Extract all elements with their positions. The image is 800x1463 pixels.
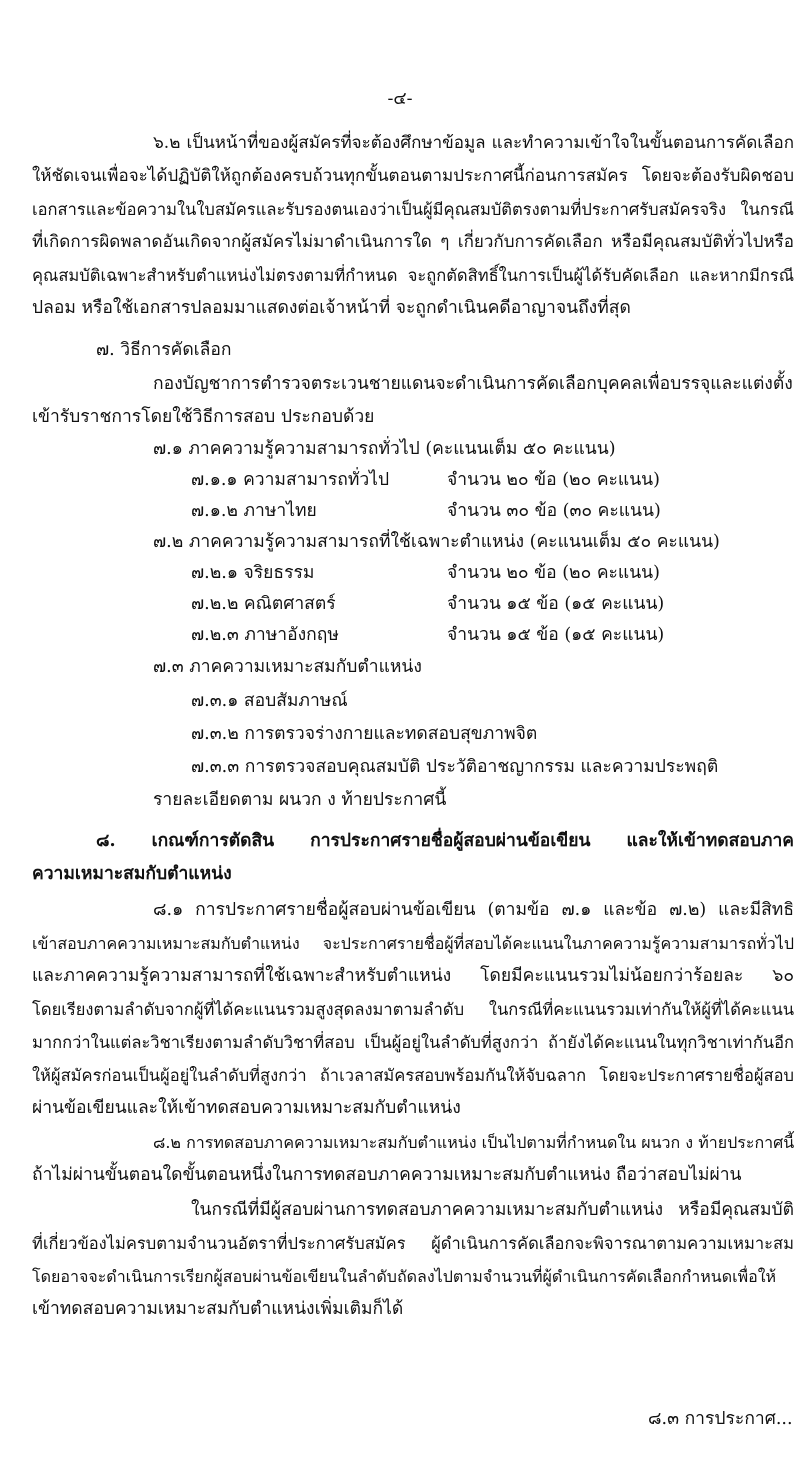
paragraph-line: เอกสารและข้อความในใบสมัครและรับรองตนเองว่าเป็นผู้มีคุณสมบัติตรงตามที่ประกาศรับสมัครจริง ในกรณี bbox=[32, 200, 794, 219]
item-label: ๗.๓.๓ การตรวจสอบคุณสมบัติ ประวัติอาชญากรรม และความประพฤติ bbox=[191, 757, 719, 777]
paragraph-line: ถ้าไม่ผ่านขั้นตอนใดขั้นตอนหนึ่งในการทดสอบภาคความเหมาะสมกับตำแหน่ง ถือว่าสอบไม่ผ่าน bbox=[32, 1165, 742, 1185]
paragraph-line: มากกว่าในแต่ละวิชาเรียงตามลำดับวิชาที่สอบ เป็นผู้อยู่ในลำดับที่สูงกว่า ถ้ายังได้คะแนนในทุกวิชาเท่ากันอีก bbox=[32, 1033, 794, 1052]
item-detail: จำนวน ๑๕ ข้อ (๑๕ คะแนน) bbox=[447, 625, 665, 645]
item-detail: จำนวน ๒๐ ข้อ (๒๐ คะแนน) bbox=[447, 470, 660, 490]
paragraph-line: ให้ชัดเจนเพื่อจะได้ปฏิบัติให้ถูกต้องครบถ้วนทุกขั้นตอนตามประกาศนี้ก่อนการสมัคร โดยจะต้องรับผิดชอบ bbox=[32, 166, 794, 186]
paragraph-line: คุณสมบัติเฉพาะสำหรับตำแหน่งไม่ตรงตามที่กำหนด จะถูกตัดสิทธิ์ในการเป็นผู้ได้รับคัดเลือก และหากมีกรณี bbox=[32, 266, 794, 285]
item-label: ๗.๓.๒ การตรวจร่างกายและทดสอบสุขภาพจิต bbox=[191, 724, 538, 744]
paragraph-line: ๘.๑ การประกาศรายชื่อผู้สอบผ่านข้อเขียน (ตามข้อ ๗.๑ และข้อ ๗.๒) และมีสิทธิ bbox=[153, 900, 794, 920]
item-label: ๗.๓.๑ สอบสัมภาษณ์ bbox=[191, 691, 348, 711]
paragraph-line: โดยอาจจะดำเนินการเรียกผู้สอบผ่านข้อเขียนในลำดับถัดลงไปตามจำนวนที่ผู้ดำเนินการคัดเลือกกำหนดเพื่อให้ bbox=[32, 1267, 777, 1286]
item-detail: จำนวน ๓๐ ข้อ (๓๐ คะแนน) bbox=[447, 501, 661, 521]
paragraph-line: ปลอม หรือใช้เอกสารปลอมมาแสดงต่อเจ้าหน้าที่ จะถูกดำเนินคดีอาญาจนถึงที่สุด bbox=[32, 298, 631, 318]
paragraph-line: ที่เกิดการผิดพลาดอันเกิดจากผู้สมัครไม่มาดำเนินการใด ๆ เกี่ยวกับการคัดเลือก หรือมีคุณสมบัติทั่วไปหรือ bbox=[32, 232, 794, 252]
item-label: ๗.๑.๒ ภาษาไทย bbox=[191, 501, 317, 521]
item-label: ๗.๒.๓ ภาษาอังกฤษ bbox=[191, 625, 339, 645]
item-label: ๗.๒.๒ คณิตศาสตร์ bbox=[191, 594, 336, 614]
item-label: ๗.๒.๑ จริยธรรม bbox=[191, 563, 315, 583]
item-label: ๗.๑.๑ ความสามารถทั่วไป bbox=[191, 470, 390, 490]
paragraph-line: ที่เกี่ยวข้องไม่ครบตามจำนวนอัตราที่ประกาศรับสมัคร ผู้ดำเนินการคัดเลือกจะพิจารณาตามความเหมาะสม bbox=[32, 1234, 794, 1253]
paragraph-line: โดยเรียงตามลำดับจากผู้ที่ได้คะแนนรวมสูงสุดลงมาตามลำดับ ในกรณีที่คะแนนรวมเท่ากันให้ผู้ที่ได้คะแนน bbox=[32, 1000, 794, 1019]
paragraph-line: เข้ารับราชการโดยใช้วิธีการสอบ ประกอบด้วย bbox=[32, 407, 375, 427]
paragraph-line: ๘.๒ การทดสอบภาคความเหมาะสมกับตำแหน่ง เป็นไปตามที่กำหนดใน ผนวก ง ท้ายประกาศนี้ bbox=[153, 1133, 795, 1152]
paragraph-line: กองบัญชาการตำรวจตระเวนชายแดนจะดำเนินการคัดเลือกบุคคลเพื่อบรรจุและแต่งตั้ง bbox=[153, 374, 793, 394]
section-heading: ความเหมาะสมกับตำแหน่ง bbox=[32, 864, 232, 884]
paragraph-line: ในกรณีที่มีผู้สอบผ่านการทดสอบภาคความเหมาะสมกับตำแหน่ง หรือมีคุณสมบัติ bbox=[191, 1200, 794, 1220]
item-detail: จำนวน ๒๐ ข้อ (๒๐ คะแนน) bbox=[447, 563, 660, 583]
paragraph-line: และภาคความรู้ความสามารถที่ใช้เฉพาะสำหรับตำแหน่ง โดยมีคะแนนรวมไม่น้อยกว่าร้อยละ ๖๐ bbox=[32, 966, 794, 986]
subsection-title: ๗.๓ ภาคความเหมาะสมกับตำแหน่ง bbox=[153, 657, 422, 677]
subsection-title: ๗.๒ ภาคความรู้ความสามารถที่ใช้เฉพาะตำแหน่ง (คะแนนเต็ม ๕๐ คะแนน) bbox=[153, 532, 720, 552]
paragraph-line: เข้าทดสอบความเหมาะสมกับตำแหน่งเพิ่มเติมก็ได้ bbox=[32, 1299, 404, 1319]
paragraph-line: เข้าสอบภาคความเหมาะสมกับตำแหน่ง จะประกาศรายชื่อผู้ที่สอบได้คะแนนในภาคความรู้ความสามารถทั่วไป bbox=[32, 934, 794, 953]
paragraph-line: ๖.๒ เป็นหน้าที่ของผู้สมัครที่จะต้องศึกษาข้อมูล และทำความเข้าใจในขั้นตอนการคัดเลือก bbox=[153, 133, 794, 153]
paragraph-line: ให้ผู้สมัครก่อนเป็นผู้อยู่ในลำดับที่สูงกว่า ถ้าเวลาสมัครสอบพร้อมกันให้จับฉลาก โดยจะประกาศรายชื่อผู้สอบ bbox=[32, 1066, 794, 1085]
page-number: -๔- bbox=[387, 89, 413, 109]
paragraph-line: ผ่านข้อเขียนและให้เข้าทดสอบความเหมาะสมกับตำแหน่ง bbox=[32, 1098, 461, 1118]
section-heading: ๘. เกณฑ์การตัดสิน การประกาศรายชื่อผู้สอบผ่านข้อเขียน และให้เข้าทดสอบภาค bbox=[96, 831, 794, 851]
section-heading: ๗. วิธีการคัดเลือก bbox=[96, 340, 232, 360]
item-detail: จำนวน ๑๕ ข้อ (๑๕ คะแนน) bbox=[447, 594, 665, 614]
continuation-note: ๘.๓ การประกาศ... bbox=[648, 1409, 793, 1429]
paragraph-line: รายละเอียดตาม ผนวก ง ท้ายประกาศนี้ bbox=[153, 790, 447, 810]
subsection-title: ๗.๑ ภาคความรู้ความสามารถทั่วไป (คะแนนเต็ม ๕๐ คะแนน) bbox=[153, 439, 616, 459]
